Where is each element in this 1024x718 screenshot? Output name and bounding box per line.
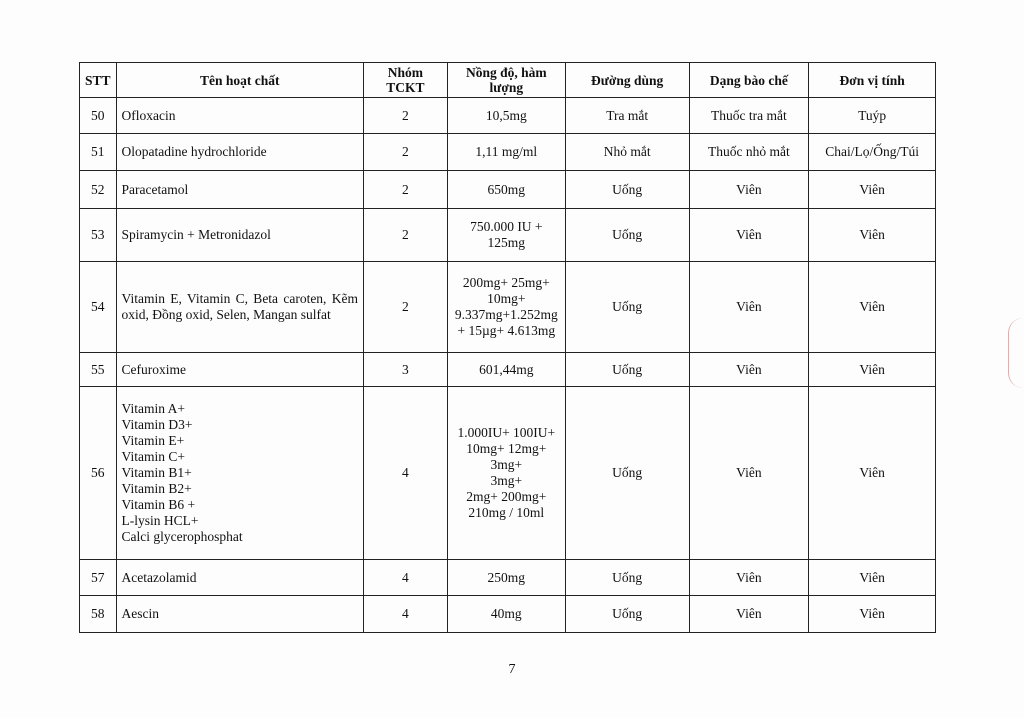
cell-unit: Tuýp: [809, 98, 936, 134]
cell-stt: 52: [80, 171, 117, 209]
page-number: 7: [508, 662, 516, 677]
cell-concentration: 250mg: [447, 560, 565, 596]
cell-unit: Viên: [809, 209, 936, 262]
header-stt: STT: [80, 63, 117, 98]
cell-stt: 57: [80, 560, 117, 596]
cell-unit: Viên: [809, 596, 936, 633]
cell-concentration: 750.000 IU + 125mg: [447, 209, 565, 262]
cell-unit: Viên: [809, 560, 936, 596]
cell-group: 3: [363, 353, 447, 387]
header-concentration: Nồng độ, hàm lượng: [447, 63, 565, 98]
cell-stt: 54: [80, 262, 117, 353]
cell-concentration: 1,11 mg/ml: [447, 134, 565, 171]
cell-form: Viên: [689, 171, 809, 209]
cell-route: Uống: [565, 353, 689, 387]
cell-ingredient: Spiramycin + Metronidazol: [116, 209, 363, 262]
cell-unit: Viên: [809, 387, 936, 560]
cell-form: Viên: [689, 262, 809, 353]
cell-ingredient: Acetazolamid: [116, 560, 363, 596]
header-unit: Đơn vị tính: [809, 63, 936, 98]
cell-stt: 53: [80, 209, 117, 262]
cell-form: Viên: [689, 596, 809, 633]
cell-group: 2: [363, 262, 447, 353]
cell-ingredient: Ofloxacin: [116, 98, 363, 134]
table-row: [80, 596, 936, 633]
cell-ingredient: Vitamin E, Vitamin C, Beta caroten, Kẽm oxid, Đồng oxid, Selen, Mangan sulfat: [116, 262, 363, 353]
cell-ingredient: Aescin: [116, 596, 363, 633]
table-row: [80, 134, 936, 171]
cell-group: 2: [363, 171, 447, 209]
cell-ingredient: Vitamin A+ Vitamin D3+ Vitamin E+ Vitamin C+ Vitamin B1+ Vitamin B2+ Vitamin B6 + L-lysin HCL+ Calci glycerophosphat: [116, 387, 363, 560]
table-row: [80, 171, 936, 209]
cell-route: Uống: [565, 387, 689, 560]
table-row: [80, 353, 936, 387]
cell-ingredient: Paracetamol: [116, 171, 363, 209]
cell-route: Uống: [565, 596, 689, 633]
cell-unit: Chai/Lọ/Ống/Túi: [809, 134, 936, 171]
cell-stt: 50: [80, 98, 117, 134]
header-group: Nhóm TCKT: [363, 63, 447, 98]
cell-stt: 55: [80, 353, 117, 387]
cell-group: 2: [363, 98, 447, 134]
cell-form: Thuốc nhỏ mắt: [689, 134, 809, 171]
table-row: [80, 387, 936, 560]
cell-concentration: 10,5mg: [447, 98, 565, 134]
table-row: [80, 209, 936, 262]
cell-unit: Viên: [809, 171, 936, 209]
cell-group: 2: [363, 209, 447, 262]
cell-concentration: 1.000IU+ 100IU+ 10mg+ 12mg+ 3mg+ 3mg+ 2mg+ 200mg+ 210mg / 10ml: [447, 387, 565, 560]
cell-concentration: 601,44mg: [447, 353, 565, 387]
stamp-fragment: [1008, 318, 1023, 388]
cell-concentration: 200mg+ 25mg+ 10mg+ 9.337mg+1.252mg + 15µg+ 4.613mg: [447, 262, 565, 353]
cell-route: Uống: [565, 171, 689, 209]
cell-form: Viên: [689, 560, 809, 596]
table-row: [80, 262, 936, 353]
header-form: Dạng bào chế: [689, 63, 809, 98]
cell-route: Uống: [565, 262, 689, 353]
cell-ingredient: Cefuroxime: [116, 353, 363, 387]
header-route: Đường dùng: [565, 63, 689, 98]
cell-group: 4: [363, 387, 447, 560]
header-ingredient: Tên hoạt chất: [116, 63, 363, 98]
cell-form: Viên: [689, 353, 809, 387]
cell-route: Tra mắt: [565, 98, 689, 134]
cell-stt: 51: [80, 134, 117, 171]
table-header-row: [80, 63, 936, 98]
cell-concentration: 650mg: [447, 171, 565, 209]
cell-unit: Viên: [809, 262, 936, 353]
cell-unit: Viên: [809, 353, 936, 387]
table-row: [80, 560, 936, 596]
cell-group: 4: [363, 596, 447, 633]
cell-form: Thuốc tra mắt: [689, 98, 809, 134]
cell-ingredient: Olopatadine hydrochloride: [116, 134, 363, 171]
cell-route: Uống: [565, 209, 689, 262]
cell-group: 2: [363, 134, 447, 171]
cell-form: Viên: [689, 387, 809, 560]
cell-group: 4: [363, 560, 447, 596]
cell-route: Uống: [565, 560, 689, 596]
cell-route: Nhỏ mắt: [565, 134, 689, 171]
cell-concentration: 40mg: [447, 596, 565, 633]
cell-form: Viên: [689, 209, 809, 262]
cell-stt: 58: [80, 596, 117, 633]
table-row: [80, 98, 936, 134]
drug-list-table: [79, 62, 936, 633]
cell-stt: 56: [80, 387, 117, 560]
